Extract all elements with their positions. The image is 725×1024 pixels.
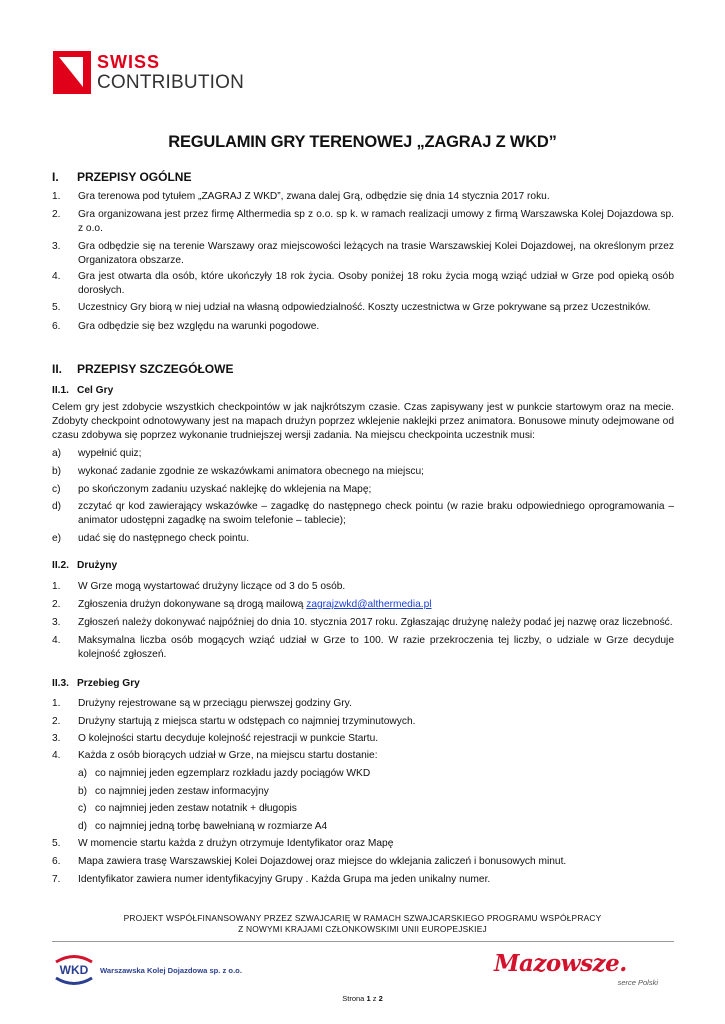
item-text: Gra terenowa pod tytułem „ZAGRAJ Z WKD”, zwana dalej Grą, odbędzie się dnia 14 stycznia 2017 roku. <box>78 191 550 202</box>
item-number: 1. <box>52 698 61 709</box>
item-text: Gra jest otwarta dla osób, które ukończyły 18 rok życia. Osoby poniżej 18 roku życia mogą wziąć udział w Grze pod opieką osób dorosłych. <box>78 271 674 296</box>
page-separator: z <box>372 994 377 1003</box>
item-number: 7. <box>52 874 61 885</box>
item-number: 3. <box>52 733 61 744</box>
item-text: Drużyny startują z miejsca startu w odstępach co najmniej trzyminutowych. <box>78 716 416 727</box>
footer-line-2: Z NOWYMI KRAJAMI CZŁONKOWSKIMI UNII EUROPEJSKIEJ <box>238 924 487 934</box>
section-title: PRZEPISY SZCZEGÓŁOWE <box>77 362 234 376</box>
item-number: 3. <box>52 617 61 628</box>
sub-list-item <box>78 802 297 816</box>
list-item <box>52 447 674 461</box>
item-number: 1. <box>52 191 61 202</box>
item-text: co najmniej jedną torbę bawełnianą w rozmiarze A4 <box>95 821 328 832</box>
page-label: Strona <box>342 994 365 1003</box>
item-number: 4. <box>52 750 61 761</box>
list-item <box>52 732 674 746</box>
item-text: Mapa zawiera trasę Warszawskiej Kolei Dojazdowej oraz miejsce do wklejania zaliczeń i bonusowych minut. <box>78 856 567 867</box>
item-text: wypełnić quiz; <box>78 448 142 459</box>
swiss-contribution-logo <box>53 51 244 95</box>
item-text: Identyfikator zawiera numer identyfikacyjny Grupy . Każda Grupa ma jeden unikalny numer. <box>78 874 491 885</box>
item-text: Maksymalna liczba osób mogących wziąć udział w Grze to 100. W razie przekroczenia tej liczby, o udziale w Grze decyduje kolejność zgłoszeń. <box>78 635 674 660</box>
item-text: O kolejności startu decyduje kolejność rejestracji w punkcie Startu. <box>78 733 379 744</box>
mazowsze-logo <box>494 950 664 992</box>
item-text: Uczestnicy Gry biorą w niej udział na własną odpowiedzialność. Koszty uczestnictwa w Grze pokrywane są przez Uczestników. <box>78 302 651 313</box>
list-item <box>52 634 674 662</box>
item-text: Drużyny rejestrowane są w przeciągu pierwszej godziny Gry. <box>78 698 352 709</box>
list-item <box>52 616 674 630</box>
section-1-heading <box>52 170 191 184</box>
mazowsze-wordmark: Mazowsze. <box>494 950 627 977</box>
item-letter: c) <box>52 484 61 495</box>
section-number: I. <box>52 170 59 184</box>
item-letter: b) <box>78 786 88 797</box>
logo-swiss-text: SWISS <box>97 52 161 72</box>
list-item <box>52 240 674 268</box>
item-text: po skończonym zadaniu uzyskać naklejkę do wklejenia na Mapę; <box>78 484 372 495</box>
list-item <box>52 270 674 298</box>
section-title: PRZEPISY OGÓLNE <box>77 170 192 184</box>
list-item <box>52 749 674 763</box>
logo-contribution-text: CONTRIBUTION <box>97 72 245 93</box>
email-link[interactable]: zagrajzwkd@althermedia.pl <box>306 599 432 610</box>
item-letter: d) <box>52 501 62 512</box>
item-letter: a) <box>52 448 62 459</box>
footer-line-1: PROJEKT WSPÓŁFINANSOWANY PRZEZ SZWAJCARIĘ W RAMACH SZWAJCARSKIEGO PROGRAMU WSPÓŁPRACY <box>123 913 602 923</box>
mazowsze-tagline: serce Polski <box>617 978 658 987</box>
subsection-title: Przebieg Gry <box>77 678 140 689</box>
sub-list-item <box>78 820 327 834</box>
subsection-heading <box>52 385 113 396</box>
wkd-abbr-text: WKD <box>59 963 89 977</box>
item-text: Gra organizowana jest przez firmę Althermedia sp z o.o. sp k. w ramach realizacji umowy z firmą Warszawska Kolej Dojazdowa sp. z o.o. <box>78 209 674 234</box>
list-item <box>52 465 674 479</box>
item-text: co najmniej jeden zestaw notatnik + długopis <box>95 803 297 814</box>
section-2-heading <box>52 362 233 376</box>
page-current: 1 <box>366 994 371 1003</box>
list-item <box>52 483 674 497</box>
subsection-title: Cel Gry <box>77 385 114 396</box>
subsection-heading <box>52 678 140 689</box>
item-letter: a) <box>78 768 88 779</box>
list-item <box>52 190 674 204</box>
item-text: Gra odbędzie się na terenie Warszawy oraz miejscowości leżących na trasie Warszawskiej Kolei Dojazdowej, na określonym przez Organizatora obszarze. <box>78 241 674 266</box>
item-number: 6. <box>52 321 61 332</box>
subsection-number: II.2. <box>52 560 69 571</box>
item-number: 2. <box>52 599 61 610</box>
subsection-title: Drużyny <box>77 560 118 571</box>
list-item <box>52 697 674 711</box>
list-item <box>52 208 674 236</box>
list-item <box>52 873 674 887</box>
item-text: co najmniej jeden egzemplarz rozkładu jazdy pociągów WKD <box>95 768 371 779</box>
paragraph: Celem gry jest zdobycie wszystkich checkpointów w jak najkrótszym czasie. Czas zapisywany jest w punkcie startowym oraz na mecie. Zdobyty checkpoint odnotowywany jest na mapach drużyn poprzez wklejenie naklejki przez animatora. Bonusowe minuty odejmowane od czasu zdobywa się poprzez wykonanie trudniejszej wersji zadania. Na miejscu checkpointa uczestnik musi: <box>52 402 674 441</box>
item-number: 2. <box>52 209 61 220</box>
sub-list-item <box>78 785 269 799</box>
item-text: co najmniej jeden zestaw informacyjny <box>95 786 269 797</box>
wkd-emblem-icon <box>52 953 96 987</box>
item-letter: e) <box>52 533 62 544</box>
list-item <box>52 301 674 315</box>
footer-divider <box>52 941 674 942</box>
item-number: 4. <box>52 635 61 646</box>
item-text <box>78 598 674 612</box>
item-letter: b) <box>52 466 62 477</box>
item-letter: d) <box>78 821 88 832</box>
page-number <box>0 994 725 1003</box>
swiss-flag-icon <box>53 51 91 94</box>
list-item <box>52 532 674 546</box>
item-text: wykonać zadanie zgodnie ze wskazówkami animatora obecnego na miejscu; <box>78 466 424 477</box>
item-number: 5. <box>52 302 61 313</box>
list-item <box>52 580 674 594</box>
subsection-number: II.1. <box>52 385 69 396</box>
item-text: Każda z osób biorących udział w Grze, na miejscu startu dostanie: <box>78 750 378 761</box>
item-number: 3. <box>52 241 61 252</box>
wkd-company-name: Warszawska Kolej Dojazdowa sp. z o.o. <box>100 965 242 975</box>
list-item <box>52 855 674 869</box>
subsection-heading <box>52 560 117 571</box>
list-item <box>52 715 674 729</box>
sub-list-item <box>78 767 370 781</box>
item-number: 4. <box>52 271 61 282</box>
list-item <box>52 320 674 334</box>
list-item <box>52 837 674 851</box>
item-number: 5. <box>52 838 61 849</box>
page-total: 2 <box>378 994 383 1003</box>
section-number: II. <box>52 362 63 376</box>
item-text-prefix: Zgłoszenia drużyn dokonywane są drogą mailową <box>78 599 307 610</box>
item-text: W Grze mogą wystartować drużyny liczące od 3 do 5 osób. <box>78 581 346 592</box>
item-text: W momencie startu każda z drużyn otrzymuje Identyfikator oraz Mapę <box>78 838 394 849</box>
document-title: REGULAMIN GRY TERENOWEJ „ZAGRAJ Z WKD” <box>168 133 557 151</box>
wkd-logo <box>52 953 242 987</box>
item-text: zczytać qr kod zawierający wskazówke – zagadkę do następnego check pointu (w razie braku odpowiedniego oprogramowania – animator udostępni zagadkę na swoim telefonie – tablecie); <box>78 501 674 526</box>
item-number: 6. <box>52 856 61 867</box>
item-number: 1. <box>52 581 61 592</box>
footer-cofinancing-note <box>0 913 725 935</box>
item-text: Gra odbędzie się bez względu na warunki pogodowe. <box>78 321 320 332</box>
subsection-number: II.3. <box>52 678 69 689</box>
list-item <box>52 500 674 528</box>
item-text: Zgłoszeń należy dokonywać najpóźniej do dnia 10. stycznia 2017 roku. Zgłaszając drużynę należy podać jej nazwę oraz liczebność. <box>78 617 673 628</box>
item-letter: c) <box>78 803 87 814</box>
item-number: 2. <box>52 716 61 727</box>
list-item <box>52 598 674 612</box>
item-text: udać się do następnego check pointu. <box>78 533 250 544</box>
